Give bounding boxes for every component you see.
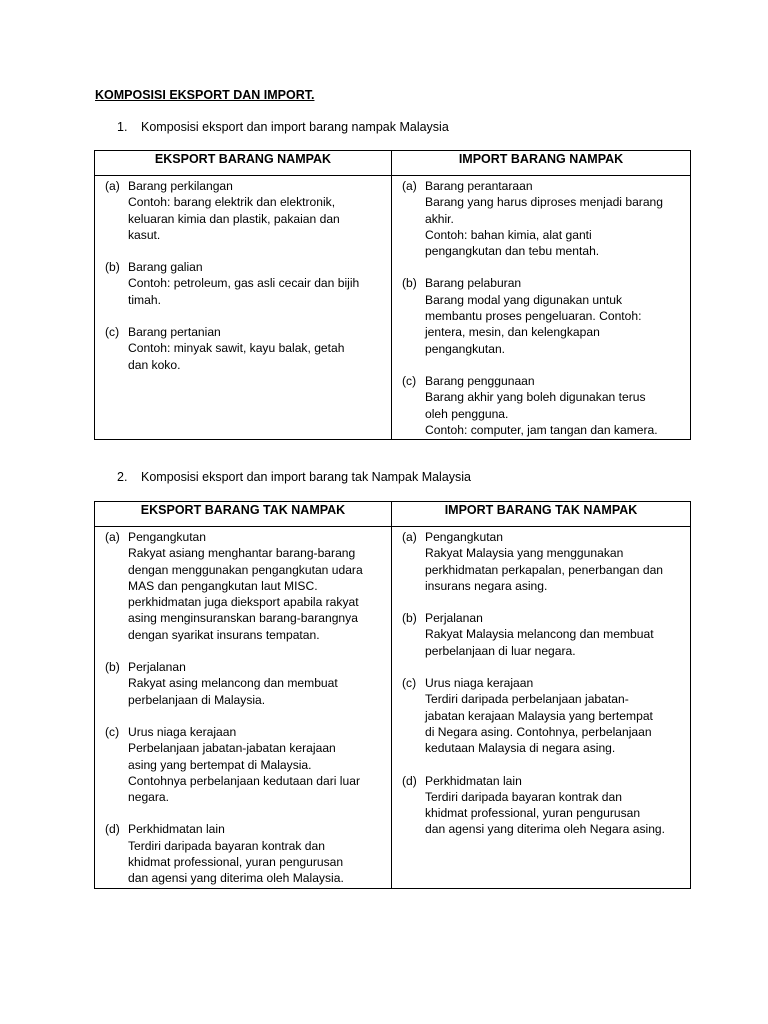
item-body xyxy=(425,610,686,659)
list-item xyxy=(105,724,387,805)
item-label: (d) xyxy=(402,773,417,788)
item-line: jabatan kerajaan Malaysia yang bertempat xyxy=(425,708,653,723)
item-line: Terdiri daripada bayaran kontrak dan xyxy=(128,838,325,853)
item-line: Terdiri daripada perbelanjaan jabatan- xyxy=(425,692,629,707)
item-title: Barang perkilangan xyxy=(128,179,233,193)
item-body xyxy=(425,675,686,756)
item-line: dan agensi yang diterima oleh Malaysia. xyxy=(128,871,344,886)
item-label: (c) xyxy=(105,724,120,739)
column-import xyxy=(392,527,691,889)
item-body xyxy=(425,178,686,259)
document-title: KOMPOSISI EKSPORT DAN IMPORT. xyxy=(95,88,315,102)
item-line: kedutaan Malaysia di negara asing. xyxy=(425,741,616,756)
item-label: (b) xyxy=(402,611,417,626)
item-label: (d) xyxy=(105,822,120,837)
item-title: Pengangkutan xyxy=(425,530,504,544)
item-label: (c) xyxy=(105,325,120,340)
item-line: Contoh: bahan kimia, alat ganti xyxy=(425,227,592,242)
item-line: asing menginsuranskan barang-barangnya xyxy=(128,611,358,626)
item-line: membantu proses pengeluaran. Contoh: xyxy=(425,309,642,324)
section-number: 2. xyxy=(117,470,128,484)
column-header-eksport: EKSPORT BARANG NAMPAK xyxy=(95,151,392,176)
item-body xyxy=(128,821,387,886)
item-label: (a) xyxy=(105,530,120,544)
item-line: Barang akhir yang boleh digunakan terus xyxy=(425,390,646,405)
list-item xyxy=(402,610,686,659)
list-item xyxy=(402,675,686,756)
item-line: dengan syarikat insurans tempatan. xyxy=(128,627,320,642)
item-line: dan koko. xyxy=(128,357,181,372)
item-line: khidmat professional, yuran pengurusan xyxy=(425,806,641,821)
column-import xyxy=(392,176,691,440)
column-header-eksport: EKSPORT BARANG TAK NAMPAK xyxy=(95,502,392,527)
item-body xyxy=(128,324,387,373)
column-header-import: IMPORT BARANG NAMPAK xyxy=(392,151,691,176)
item-title: Perjalanan xyxy=(425,611,483,626)
item-line: Barang yang harus diproses menjadi barang xyxy=(425,195,663,210)
item-line: pengangkutan. xyxy=(425,341,506,356)
item-body xyxy=(128,178,387,243)
item-line: timah. xyxy=(128,292,161,307)
item-line: dan agensi yang diterima oleh Negara asing. xyxy=(425,822,666,837)
item-body xyxy=(425,529,686,594)
item-title: Urus niaga kerajaan xyxy=(128,724,237,739)
item-title: Barang galian xyxy=(128,260,203,275)
item-line: khidmat professional, yuran pengurusan xyxy=(128,855,344,870)
item-line: Contohnya perbelanjaan kedutaan dari luar xyxy=(128,773,360,788)
column-header-import: IMPORT BARANG TAK NAMPAK xyxy=(392,502,691,527)
column-eksport xyxy=(95,527,392,889)
list-item xyxy=(402,373,686,438)
item-body xyxy=(128,724,387,805)
item-title: Perjalanan xyxy=(128,660,186,675)
item-label: (b) xyxy=(402,276,417,291)
item-label: (b) xyxy=(105,660,120,675)
item-line: Rakyat Malaysia yang menggunakan xyxy=(425,546,624,561)
item-line: dengan menggunakan pengangkutan udara xyxy=(128,562,363,577)
section-2-heading xyxy=(117,470,471,484)
item-line: jentera, mesin, dan kelengkapan xyxy=(425,325,600,340)
item-body xyxy=(425,773,686,838)
item-title: Barang pelaburan xyxy=(425,276,522,291)
item-line: oleh pengguna. xyxy=(425,406,509,421)
item-line: akhir. xyxy=(425,211,454,226)
item-line: pengangkutan dan tebu mentah. xyxy=(425,244,600,259)
section-1-heading xyxy=(117,120,449,134)
item-title: Barang penggunaan xyxy=(425,373,535,388)
item-label: (c) xyxy=(402,373,417,388)
item-body xyxy=(128,529,387,643)
list-item xyxy=(105,529,387,643)
item-line: Contoh: minyak sawit, kayu balak, getah xyxy=(128,341,345,356)
list-item xyxy=(402,773,686,838)
item-body xyxy=(128,659,387,708)
list-item xyxy=(105,821,387,886)
column-eksport xyxy=(95,176,392,440)
item-body xyxy=(128,259,387,308)
item-title: Barang perantaraan xyxy=(425,179,533,193)
item-line: Terdiri daripada bayaran kontrak dan xyxy=(425,789,622,804)
list-item xyxy=(105,259,387,308)
list-item xyxy=(402,529,686,594)
list-item xyxy=(105,324,387,373)
item-body xyxy=(425,275,686,356)
item-line: negara. xyxy=(128,790,170,805)
list-item xyxy=(105,178,387,243)
item-line: Rakyat asing melancong dan membuat xyxy=(128,676,338,691)
section-number: 1. xyxy=(117,120,128,134)
item-line: Rakyat asiang menghantar barang-barang xyxy=(128,546,356,561)
item-title: Barang pertanian xyxy=(128,325,221,340)
item-label: (c) xyxy=(402,676,417,691)
table-barang-tak-nampak xyxy=(94,501,691,889)
item-title: Pengangkutan xyxy=(128,530,207,544)
item-line: Barang modal yang digunakan untuk xyxy=(425,292,623,307)
item-label: (a) xyxy=(105,179,120,193)
section-heading-text: Komposisi eksport dan import barang nampak Malaysia xyxy=(141,120,449,134)
item-label: (a) xyxy=(402,179,417,193)
list-item xyxy=(402,178,686,259)
item-line: Contoh: petroleum, gas asli cecair dan bijih xyxy=(128,276,360,291)
item-title: Urus niaga kerajaan xyxy=(425,676,534,691)
item-line: di Negara asing. Contohnya, perbelanjaan xyxy=(425,724,652,739)
item-line: Rakyat Malaysia melancong dan membuat xyxy=(425,627,654,642)
item-line: perkhidmatan perkapalan, penerbangan dan xyxy=(425,562,664,577)
item-line: kasut. xyxy=(128,227,161,242)
item-body xyxy=(425,373,686,438)
item-line: insurans negara asing. xyxy=(425,578,548,593)
item-line: perbelanjaan di Malaysia. xyxy=(128,692,266,707)
item-line: MAS dan pengangkutan laut MISC. xyxy=(128,578,318,593)
item-line: asing yang bertempat di Malaysia. xyxy=(128,757,312,772)
table-barang-nampak xyxy=(94,150,691,440)
item-line: keluaran kimia dan plastik, pakaian dan xyxy=(128,211,340,226)
item-line: Contoh: computer, jam tangan dan kamera. xyxy=(425,422,658,437)
item-label: (a) xyxy=(402,530,417,544)
list-item xyxy=(402,275,686,356)
item-label: (b) xyxy=(105,260,120,275)
item-line: Perbelanjaan jabatan-jabatan kerajaan xyxy=(128,741,336,756)
item-title: Perkhidmatan lain xyxy=(425,773,522,788)
section-heading-text: Komposisi eksport dan import barang tak Nampak Malaysia xyxy=(141,470,472,484)
item-line: Contoh: barang elektrik dan elektronik, xyxy=(128,195,336,210)
item-line: perkhidmatan juga dieksport apabila rakyat xyxy=(128,595,359,610)
item-line: perbelanjaan di luar negara. xyxy=(425,643,576,658)
item-title: Perkhidmatan lain xyxy=(128,822,225,837)
list-item xyxy=(105,659,387,708)
